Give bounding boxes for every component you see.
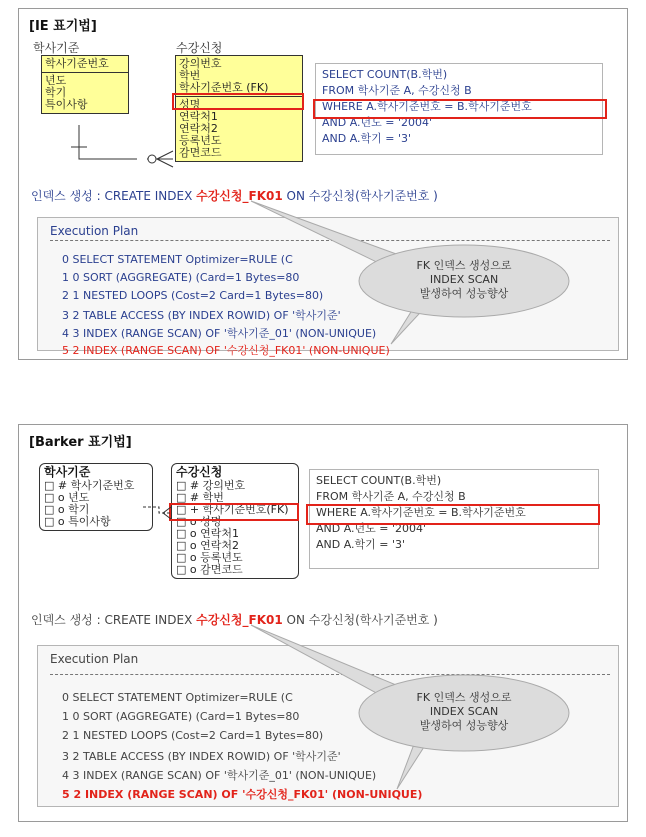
callout-line: 발생하여 성능향상: [419, 719, 509, 732]
pk-attribute: 학사기준번호 (FK): [179, 81, 269, 94]
sql-line: FROM 학사기준 A, 수강신청 B: [316, 490, 466, 503]
attribute: 성명: [179, 98, 201, 111]
pk-attribute: 학사기준번호: [45, 57, 109, 70]
plan-line: 1 0 SORT (AGGREGATE) (Card=1 Bytes=80: [62, 710, 300, 723]
plan-line: 1 0 SORT (AGGREGATE) (Card=1 Bytes=80: [62, 271, 300, 284]
index-prefix: 인덱스 생성 : CREATE INDEX: [31, 189, 197, 203]
attribute: □ o 특이사항: [44, 515, 111, 528]
execution-plan-title: Execution Plan: [50, 224, 139, 238]
callout-text: [399, 259, 529, 301]
attribute: □ # 강의번호: [176, 479, 246, 492]
panel-title: [Barker 표기법]: [29, 435, 132, 450]
attribute: 등록년도: [179, 134, 222, 147]
plan-line: 4 3 INDEX (RANGE SCAN) OF '학사기준_01' (NON-UNIQUE): [62, 327, 377, 340]
attribute: 학기: [45, 86, 67, 99]
entity-label-hagsagijun: 학사기준: [44, 465, 91, 479]
ie-notation-panel: [18, 8, 628, 360]
pk-attribute: 학번: [179, 69, 201, 82]
callout-pointer-index: [251, 201, 399, 269]
attribute: □ o 등록년도: [176, 551, 243, 564]
attribute: □ # 학사기준번호: [44, 479, 135, 492]
attribute: □ o 성명: [176, 515, 222, 528]
entity-label-sugangsincheong: 수강신청: [176, 41, 223, 55]
callout-line: FK 인덱스 생성으로: [416, 259, 512, 272]
sql-line: SELECT COUNT(B.학번): [322, 68, 448, 81]
panel2-overlay: [19, 425, 627, 821]
callout-line: INDEX SCAN: [429, 273, 499, 286]
attribute: 년도: [45, 74, 67, 87]
plan-line: 3 2 TABLE ACCESS (BY INDEX ROWID) OF '학사기준': [62, 309, 341, 322]
attribute: □ o 연락처1: [176, 527, 239, 540]
pk-attribute: 강의번호: [179, 57, 222, 70]
panel1-overlay: [19, 9, 627, 359]
attribute: 특이사항: [45, 98, 88, 111]
plan-line: 4 3 INDEX (RANGE SCAN) OF '학사기준_01' (NON-UNIQUE): [62, 769, 377, 782]
plan-line-highlighted: 5 2 INDEX (RANGE SCAN) OF '수강신청_FK01' (NON-UNIQUE): [62, 344, 390, 357]
index-name: 수강신청_FK01: [196, 613, 283, 627]
index-suffix: ON 수강신청(학사기준번호 ): [282, 613, 438, 627]
relationship-line: [79, 125, 137, 159]
sql-line: AND A.학기 = '3': [316, 538, 406, 551]
sql-line: AND A.년도 = '2004': [322, 116, 433, 129]
plan-line: 2 1 NESTED LOOPS (Cost=2 Card=1 Bytes=80): [62, 289, 324, 302]
callout-line: INDEX SCAN: [429, 705, 499, 718]
index-name: 수강신청_FK01: [196, 189, 283, 203]
callout-line: FK 인덱스 생성으로: [416, 691, 512, 704]
panel-title: [IE 표기법]: [29, 19, 97, 34]
sql-line: WHERE A.학사기준번호 = B.학사기준번호: [316, 506, 526, 519]
callout-pointer-index: [251, 625, 401, 701]
barker-notation-panel: [18, 424, 628, 822]
plan-line: 0 SELECT STATEMENT Optimizer=RULE (C: [62, 691, 293, 704]
execution-plan-title: Execution Plan: [50, 652, 139, 666]
attribute: 감면코드: [179, 146, 222, 159]
plan-line: 2 1 NESTED LOOPS (Cost=2 Card=1 Bytes=80): [62, 729, 324, 742]
sql-line: WHERE A.학사기준번호 = B.학사기준번호: [322, 100, 532, 113]
sql-line: FROM 학사기준 A, 수강신청 B: [322, 84, 472, 97]
plan-line: 3 2 TABLE ACCESS (BY INDEX ROWID) OF '학사기준': [62, 750, 341, 763]
attribute: □ o 학기: [44, 503, 90, 516]
attribute: □ + 학사기준번호(FK): [176, 503, 289, 516]
callout-text: [399, 691, 529, 733]
attribute: 연락처2: [179, 122, 218, 135]
attribute: □ o 연락처2: [176, 539, 239, 552]
attribute: 연락처1: [179, 110, 218, 123]
attribute: □ # 학번: [176, 491, 224, 504]
optional-circle-icon: [148, 155, 156, 163]
index-prefix: 인덱스 생성 : CREATE INDEX: [31, 613, 197, 627]
plan-line: 0 SELECT STATEMENT Optimizer=RULE (C: [62, 253, 293, 266]
entity-label-sugangsincheong: 수강신청: [176, 465, 223, 479]
sql-line: SELECT COUNT(B.학번): [316, 474, 442, 487]
sql-line: AND A.학기 = '3': [322, 132, 412, 145]
sql-line: AND A.년도 = '2004': [316, 522, 427, 535]
attribute: □ o 감면코드: [176, 563, 243, 576]
entity-label-hagsagijun: 학사기준: [33, 41, 80, 55]
plan-line-highlighted: 5 2 INDEX (RANGE SCAN) OF '수강신청_FK01' (NON-UNIQUE): [62, 788, 423, 801]
callout-line: 발생하여 성능향상: [419, 287, 509, 300]
attribute: □ o 년도: [44, 491, 90, 504]
index-suffix: ON 수강신청(학사기준번호 ): [282, 189, 438, 203]
